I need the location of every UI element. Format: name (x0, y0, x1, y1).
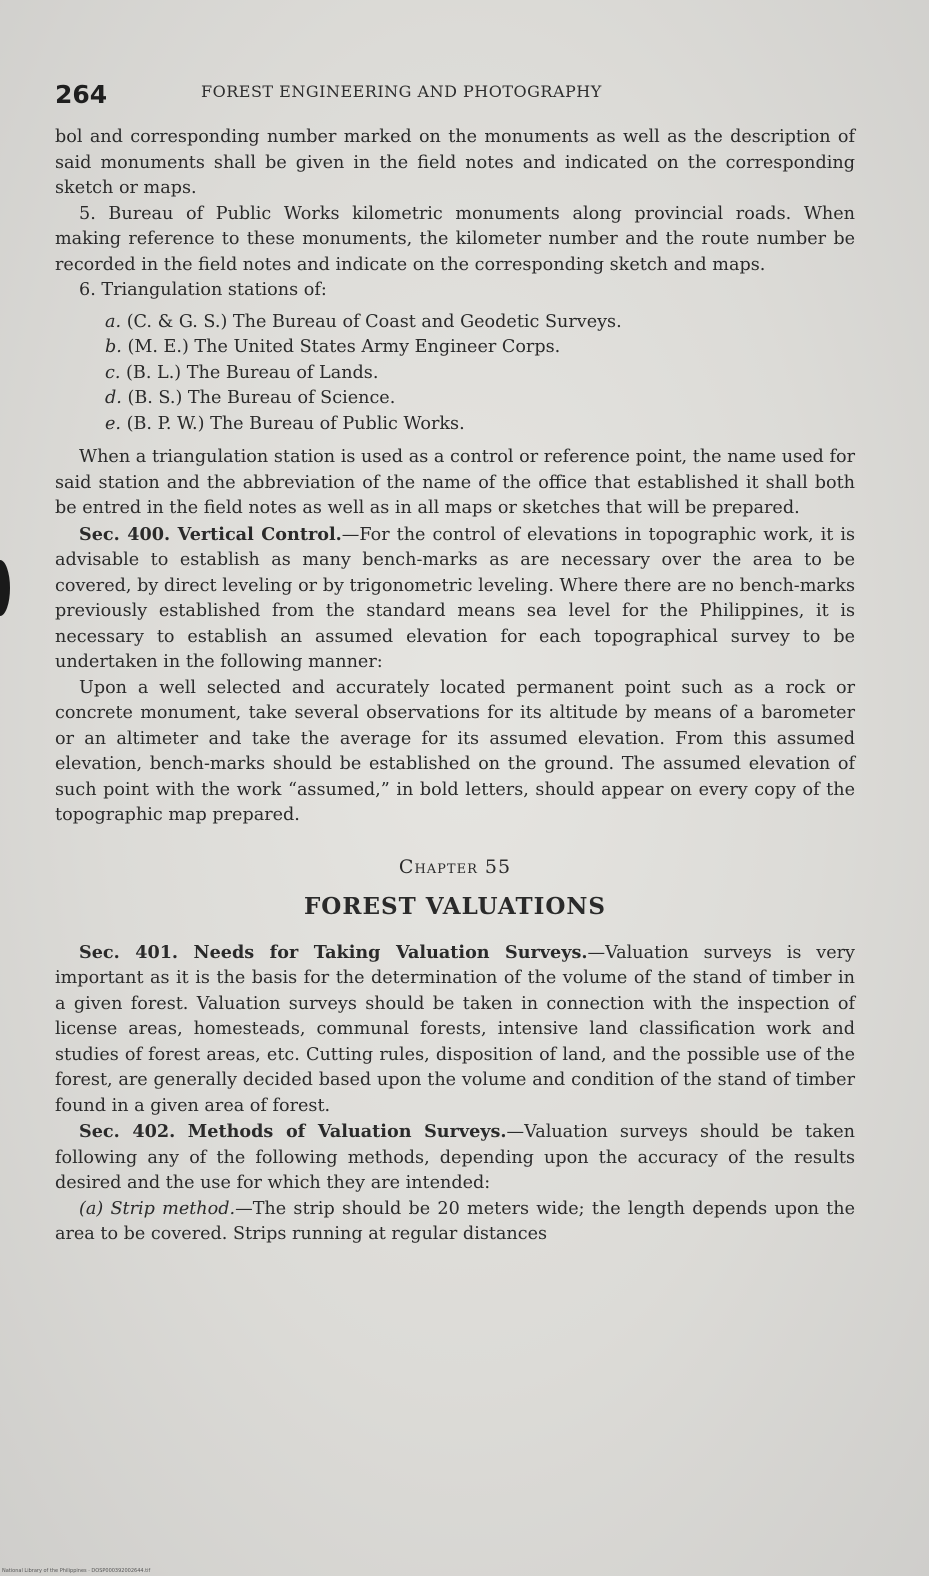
page-header (55, 80, 855, 116)
list-text: (M. E.) The United States Army Engineer Corps. (127, 337, 561, 357)
paragraph-assumed-elevation: Upon a well selected and accurately located permanent point such as a rock or concrete monument, take several observations for its altitude by means of a barometer or an altimeter and take the average for its assumed elevation. From this assumed elevation, bench-marks should be established on the ground. The assumed elevation of such point with the work “assumed,” in bold letters, should appear on every copy of the topographic map prepared. (55, 677, 855, 825)
section-401-title: Sec. 401. Needs for Taking Valuation Surveys. (79, 941, 588, 963)
list-mark: b. (105, 337, 122, 357)
list-text: (C. & G. S.) The Bureau of Coast and Geodetic Surveys. (126, 311, 622, 332)
paragraph-triangulation-use: When a triangulation station is used as a control or reference point, the name used for said station and the abbreviation of the name of the office that established it shall both be entred in the field notes as well as in all maps or sketches that will be prepared. (55, 447, 855, 518)
list-mark: c. (105, 362, 121, 383)
section-402-title: Sec. 402. Methods of Valuation Surveys. (79, 1121, 507, 1142)
strip-method-text: —The strip should be 20 meters wide; the length depends upon the area to be covered. Strips running at regular distances (55, 1198, 855, 1244)
strip-method-title: Strip method. (110, 1198, 236, 1219)
paragraph-item-5: 5. Bureau of Public Works kilometric monuments along provincial roads. When making reference to these monuments, the kilometer number and the route number be recorded in the field notes and indicate on the corresponding sketch and maps. (55, 203, 855, 275)
section-401-text: —Valuation surveys is very important as it is the basis for the determination of the volume of the stand of timber in a given forest. Valuation surveys should be taken in connection with the inspection of license areas, homesteads, communal forests, intensive land classification work and studies of forest areas, etc. Cutting rules, disposition of land, and the possible use of the forest, are generally decided based upon the volume and condition of the stand of timber found in a given area of forest. (55, 942, 855, 1116)
list-text: (B. L.) The Bureau of Lands. (126, 362, 379, 383)
paragraph-continuation: bol and corresponding number marked on the monuments as well as the description of said monuments shall be given in the field notes and indicated on the corresponding sketch or maps. (55, 127, 855, 198)
list-mark: a. (105, 311, 122, 332)
section-401 (55, 940, 855, 1120)
list-mark: e. (105, 413, 122, 434)
section-400-title: Sec. 400. Vertical Control. (79, 523, 342, 545)
list-item (105, 412, 855, 438)
list-item (105, 386, 855, 412)
strip-method-mark: (a) (79, 1198, 104, 1219)
list-item (105, 310, 855, 336)
list-mark: d. (105, 388, 122, 408)
section-400-text: —For the control of elevations in topographic work, it is advisable to establish as many bench-marks as are necessary over the area to be covered, by direct leveling or by trigonometric leveling. Where there are no bench-marks previously established from the standard means sea level for the Philippines, it is necessary to establish an assumed elevation for each topographical survey to be undertaken in the following manner: (55, 524, 855, 672)
list-item (105, 361, 855, 387)
section-402-text: —Valuation surveys should be taken following any of the following methods, depending upon the accuracy of the results desired and the use for which they are intended: (55, 1122, 855, 1193)
page-edge-shadow (0, 560, 10, 616)
list-text: (B. S.) The Bureau of Science. (127, 388, 396, 408)
strip-method-paragraph (55, 1197, 855, 1248)
section-400 (55, 522, 855, 676)
chapter-label: Chapter 55 (398, 855, 512, 878)
triangulation-list (105, 310, 855, 438)
page-number: 264 (55, 80, 108, 109)
section-402 (55, 1119, 855, 1197)
chapter-title: FOREST VALUATIONS (303, 893, 607, 920)
paragraph-item-6: 6. Triangulation stations of: (79, 280, 327, 300)
scan-footer: National Library of the Philippines · DOSP000392002644.tif (2, 1568, 151, 1574)
list-item (105, 335, 855, 361)
running-title: FOREST ENGINEERING AND PHOTOGRAPHY (201, 82, 602, 101)
list-text: (B. P. W.) The Bureau of Public Works. (126, 413, 465, 434)
body-text (55, 125, 855, 1248)
